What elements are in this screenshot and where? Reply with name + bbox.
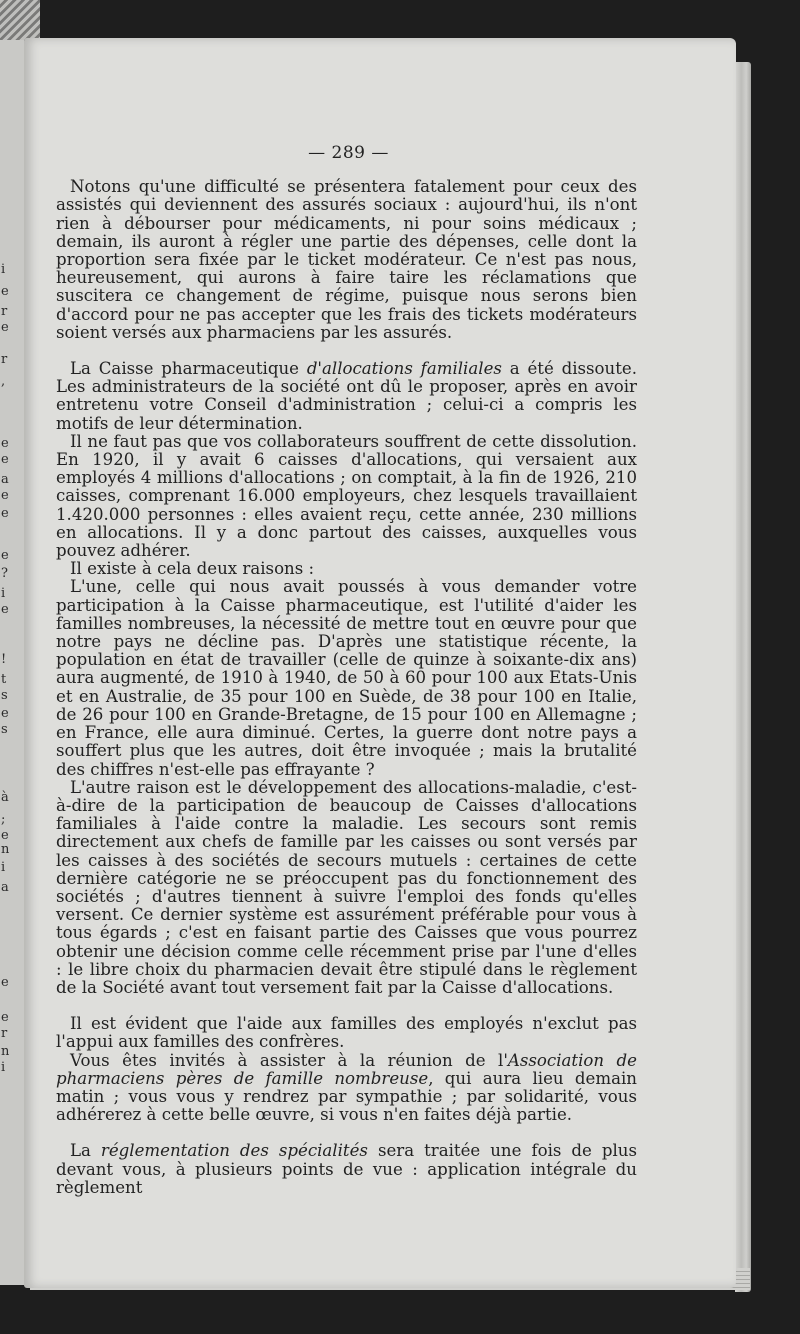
paragraph-gap [56,1124,637,1142]
margin-letter: e [1,436,9,451]
margin-letter: t [1,672,7,687]
margin-letter: r [1,352,8,367]
page-stack-edge [735,62,751,1292]
paragraph-emphasis: Association de pharmaciens pères de famille nombreuse [56,1050,637,1088]
margin-letter: à [1,790,9,805]
paragraph-text: a été dissoute. Les administrateurs de la société ont dû le proposer, après en avoir entretenu votre Conseil d'administration ; celui-ci a compris les motifs de leur détermination. [56,359,637,433]
margin-letter: i [1,586,6,601]
margin-letter: i [1,262,6,277]
margin-letter: e [1,1010,9,1025]
margin-letter: ? [1,566,8,581]
paragraph: L'une, celle qui nous avait poussés à vous demander votre participation à la Caisse pharmaceutique, est l'utilité d'aider les familles nombreuses, la nécessité de mettre tout en œuvre pour que notre pays ne décline pas. D'après une statistique récente, la population en état de travailler (celle de quinze à soixante-dix ans) aura augmenté, de 1910 à 1940, de 50 à 60 pour 100 aux Etats-Unis et en Australie, de 35 pour 100 en Suède, de 38 pour 100 en Italie, de 26 pour 100 en Grande-Bretagne, de 15 pour 100 en Allemagne ; en France, elle aura diminué. Certes, la guerre dont notre pays a souffert plus que les autres, doit être invoquée ; mais la brutalité des chiffres n'est-elle pas effrayante ? [56,577,637,779]
margin-letter: i [1,860,6,875]
margin-letter: a [1,472,9,487]
paragraph-text: sera traitée une fois de plus devant vous, à plusieurs points de vue : application intégrale du règlement [56,1141,637,1197]
paragraph-emphasis: réglementation des spécialités [100,1141,368,1161]
margin-letter: e [1,284,9,299]
margin-letter: r [1,304,8,319]
margin-letter: ; [1,812,6,827]
paragraph-gap [56,997,637,1015]
margin-letter: s [1,688,8,703]
margin-letter: e [1,602,9,617]
margin-letter: e [1,706,9,721]
paragraph: Il est évident que l'aide aux familles des employés n'exclut pas l'appui aux familles des confrères. [56,1014,637,1052]
paragraph [56,1052,637,1125]
margin-letter: s [1,722,8,737]
paragraph: Il existe à cela deux raisons : [70,559,315,579]
margin-letter: , [1,374,6,389]
margin-letter: i [1,1060,6,1075]
margin-letter: e [1,452,9,467]
paragraph [56,1142,637,1197]
margin-letter: e [1,548,9,563]
previous-page-margin-letters [0,0,12,1334]
page-number: — 289 — [308,143,389,163]
margin-letter: n [1,842,10,857]
paragraph-text: La [70,1141,101,1161]
paragraph-emphasis: d'allocations familiales [306,359,502,379]
margin-letter: e [1,975,9,990]
margin-letter: r [1,1026,8,1041]
paragraph: Notons qu'une difficulté se présentera fatalement pour ceux des assistés qui deviennent des assurés sociaux : aujourd'hui, ils n'ont rien à débourser pour médicaments, ni pour soins médicaux ; demain, ils auront à régler une partie des dépenses, celle dont la proportion sera fixée par le ticket modérateur. Ce n'est pas nous, heureusement, qui aurons à faire taire les réclamations que suscitera ce changement de régime, puisque nous serons bien d'accord pour ne pas accepter que les frais des tickets modérateurs soient versés aux pharmaciens par les assurés. [56,177,637,342]
paragraph [56,360,637,433]
paragraph-text: La Caisse pharmaceutique [70,359,307,379]
paragraph-text: Vous êtes invités à assister à la réunion de l' [70,1050,508,1070]
page-content [56,144,637,1197]
paragraph-gap [56,342,637,360]
margin-letter: e [1,320,9,335]
margin-letter: e [1,506,9,521]
margin-letter: ! [1,652,7,667]
paragraph: Il ne faut pas que vos collaborateurs souffrent de cette dissolution. En 1920, il y avait 6 caisses d'allocations, qui versaient aux employés 4 millions d'allocations ; on comptait, à la fin de 1926, 210 caisses, comprenant 16.000 employeurs, chez lesquels travaillaient 1.420.000 personnes : elles avaient reçu, cette année, 230 millions en allocations. Il y a donc partout des caisses, auxquelles vous pouvez adhérer. [56,431,637,561]
margin-letter: a [1,880,9,895]
margin-letter: n [1,1044,10,1059]
margin-letter: e [1,828,9,843]
margin-letter: e [1,488,9,503]
paragraph-text: , qui aura lieu demain matin ; vous vous y rendrez par sympathie ; par solidarité, vous adhérerez à cette belle œuvre, si vous n'en faites déjà partie. [56,1068,637,1125]
paragraph: L'autre raison est le développement des allocations-maladie, c'est-à-dire de la participation de beaucoup de Caisses d'allocations familiales à l'aide contre la maladie. Les secours sont remis directement aux chefs de famille par les caisses ou sont versés par les caisses à des sociétés de secours mutuels : certaines de cette dernière catégorie ne se préoccupent pas du fonctionnement des sociétés ; d'autres tiennent à suivre l'emploi des fonds qu'elles versent. Ce dernier système est assurément préférable pour vous à tous égards ; c'est en faisant partie des Caisses que vous pourrez obtenir une décision comme celle récemment prise par l'une d'elles : le libre choix du pharmacien devait être stipulé dans le règlement de la Société avant tout versement fait par la Caisse d'allocations. [56,777,637,997]
